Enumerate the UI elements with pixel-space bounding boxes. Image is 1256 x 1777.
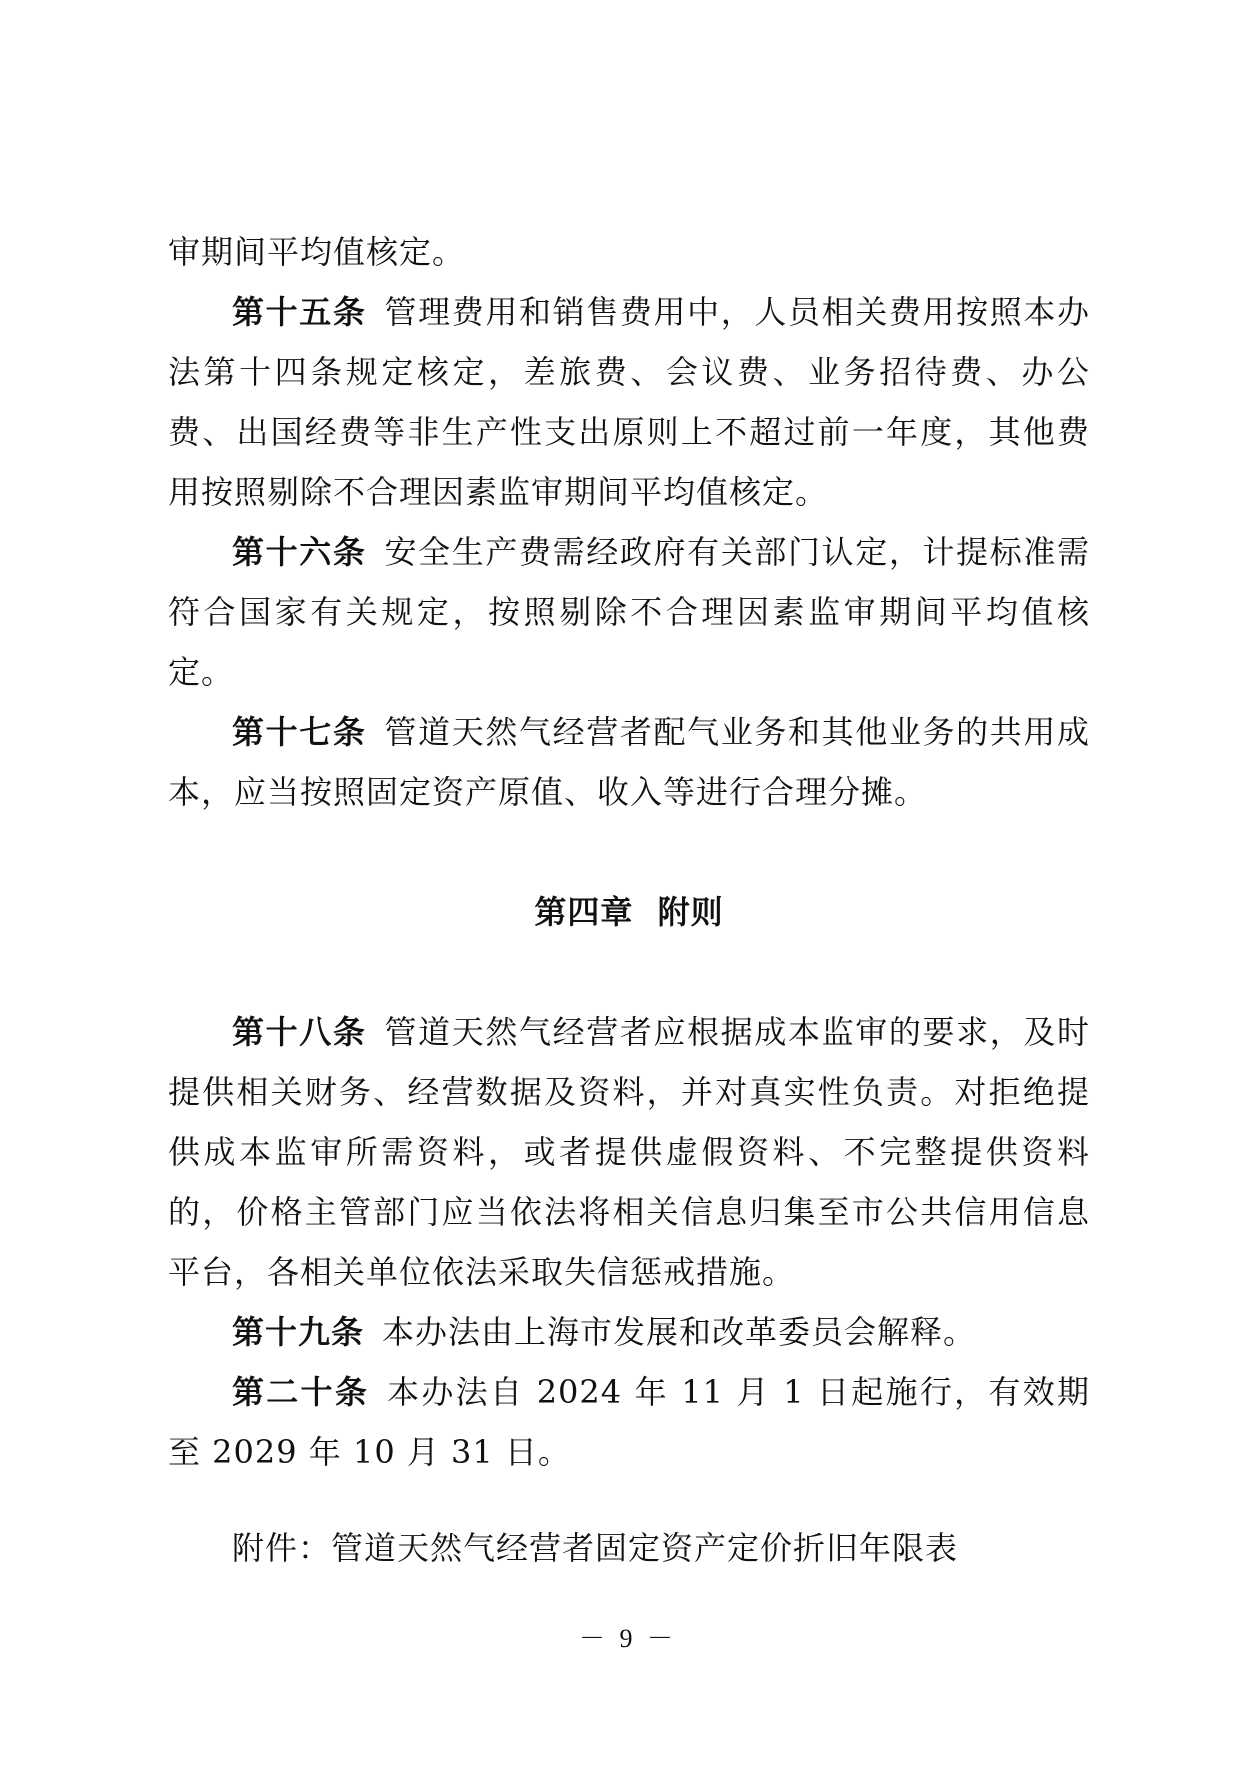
paragraph-text: 审期间平均值核定。 xyxy=(168,233,466,271)
attachment-note: 附件：管道天然气经营者固定资产定价折旧年限表 xyxy=(232,1529,959,1567)
article-text: 本办法由上海市发展和改革委员会解释。 xyxy=(382,1313,977,1351)
article-17 xyxy=(168,702,1090,822)
page-number: － 9 － xyxy=(578,1624,677,1653)
article-label: 第十八条 xyxy=(232,1013,367,1051)
article-text: 本办法自 2024 年 11 月 1 日起施行，有效期至 2029 年 10 月 31 日。 xyxy=(168,1373,1090,1471)
article-label: 第十五条 xyxy=(232,293,367,331)
article-label: 第十九条 xyxy=(232,1313,365,1351)
article-16 xyxy=(168,522,1090,702)
article-label: 第二十条 xyxy=(232,1373,370,1411)
article-text: 管道天然气经营者应根据成本监审的要求，及时提供相关财务、经营数据及资料，并对真实性负责。对拒绝提供成本监审所需资料，或者提供虚假资料、不完整提供资料的，价格主管部门应当依法将相关信息归集至市公共信用信息平台，各相关单位依法采取失信惩戒措施。 xyxy=(168,1013,1090,1291)
article-label: 第十六条 xyxy=(232,533,367,571)
article-20 xyxy=(168,1362,1090,1482)
paragraph-continuation xyxy=(168,222,1090,282)
article-15 xyxy=(168,282,1090,522)
article-19 xyxy=(168,1302,1090,1362)
article-18 xyxy=(168,1002,1090,1302)
chapter-heading: 第四章 附则 xyxy=(534,893,724,931)
article-text: 管理费用和销售费用中，人员相关费用按照本办法第十四条规定核定，差旅费、会议费、业务招待费、办公费、出国经费等非生产性支出原则上不超过前一年度，其他费用按照剔除不合理因素监审期间平均值核定。 xyxy=(168,293,1090,511)
article-text: 管道天然气经营者配气业务和其他业务的共用成本，应当按照固定资产原值、收入等进行合理分摊。 xyxy=(168,713,1090,811)
article-text: 安全生产费需经政府有关部门认定，计提标准需符合国家有关规定，按照剔除不合理因素监审期间平均值核定。 xyxy=(168,533,1090,691)
document-body xyxy=(168,222,1090,1578)
article-label: 第十七条 xyxy=(232,713,367,751)
